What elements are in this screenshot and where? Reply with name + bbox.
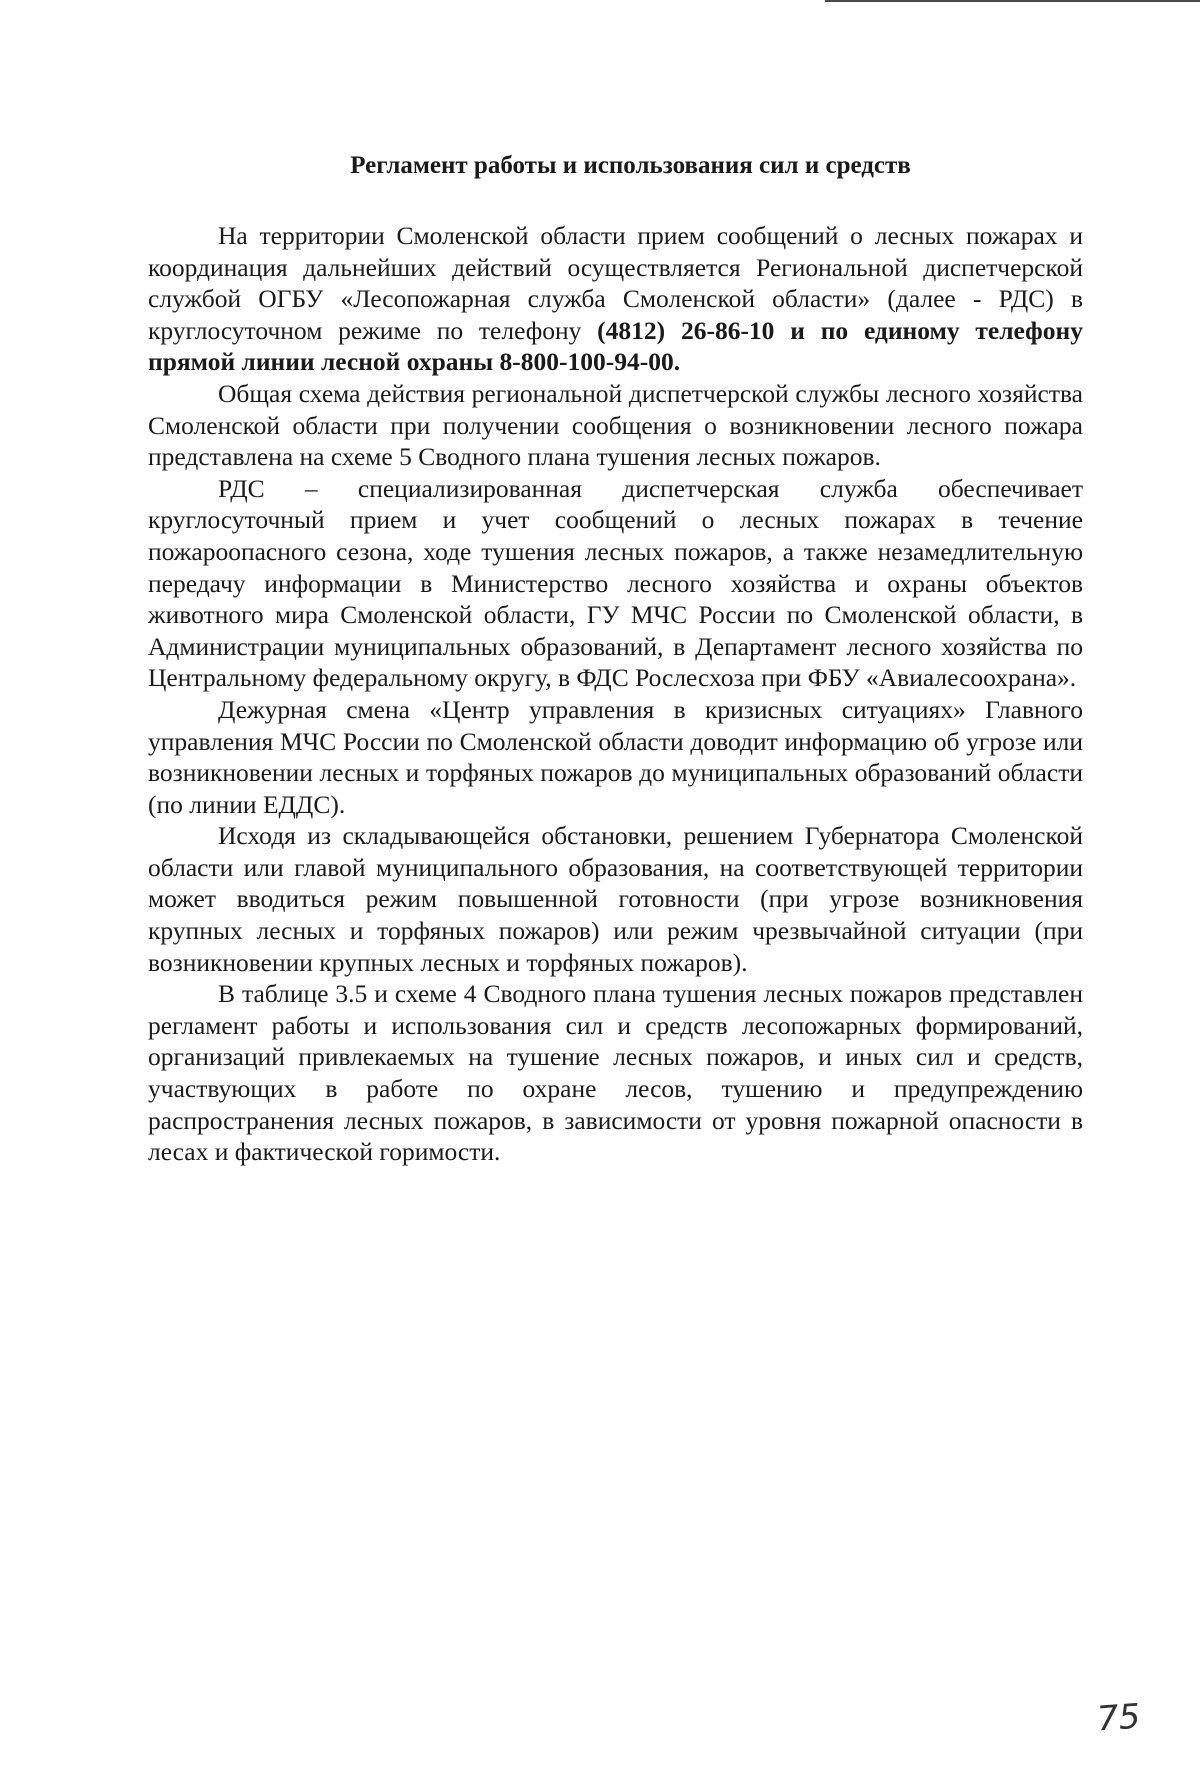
paragraph-2: Общая схема действия региональной диспетчерской службы лесного хозяйства Смоленской области при получении сообщения о возникновении лесного пожара представлена на схеме 5 Сводного плана тушения лесных пожаров. bbox=[148, 378, 1083, 472]
paragraph-6: В таблице 3.5 и схеме 4 Сводного плана тушения лесных пожаров представлен регламент работы и использования сил и средств лесопожарных формирований, организаций привлекаемых на тушение лесных пожаров, и иных сил и средств, участвующих в работе по охране лесов, тушению и предупреждению распространения лесных пожаров, в зависимости от уровня пожарной опасности в лесах и фактической горимости. bbox=[148, 979, 1083, 1167]
paragraph-3: РДС – специализированная диспетчерская служба обеспечивает круглосуточный прием и учет сообщений о лесных пожарах в течение пожароопасного сезона, ходе тушения лесных пожаров, а также незамедлительную передачу информации в Министерство лесного хозяйства и охраны объектов животного мира Смоленской области, ГУ МЧС России по Смоленской области, в Администрации муниципальных образований, в Департамент лесного хозяйства по Центральному федеральному округу, в ФДС Рослесхоза при ФБУ «Авиалесоохрана». bbox=[148, 473, 1083, 693]
paragraph-1-phone-bold: (4812) 26-86-10 и по единому телефону прямой линии лесной охраны 8-800-100-94-00. bbox=[148, 315, 1083, 377]
paragraph-1 bbox=[148, 220, 1083, 378]
document-page bbox=[148, 148, 1083, 1168]
handwritten-page-number: 75 bbox=[1095, 1696, 1142, 1740]
paragraph-1-text: На территории Смоленской области прием сообщений о лесных пожарах и координация дальнейших действий осуществляется Региональной диспетчерской службой ОГБУ «Лесопожарная служба Смоленской области» (далее - РДС) в круглосуточном режиме по телефону bbox=[148, 221, 1083, 345]
paragraph-5: Исходя из складывающейся обстановки, решением Губернатора Смоленской области или главой муниципального образования, на соответствующей территории может вводиться режим повышенной готовности (при угрозе возникновения крупных лесных и торфяных пожаров) или режим чрезвычайной ситуации (при возникновении крупных лесных и торфяных пожаров). bbox=[148, 821, 1083, 977]
scan-top-rule bbox=[825, 0, 1200, 2]
document-title: Регламент работы и использования сил и средств bbox=[350, 152, 911, 179]
paragraph-4: Дежурная смена «Центр управления в кризисных ситуациях» Главного управления МЧС России по Смоленской области доводит информацию об угрозе или возникновении лесных и торфяных пожаров до муниципальных образований области (по линии ЕДДС). bbox=[148, 694, 1083, 819]
